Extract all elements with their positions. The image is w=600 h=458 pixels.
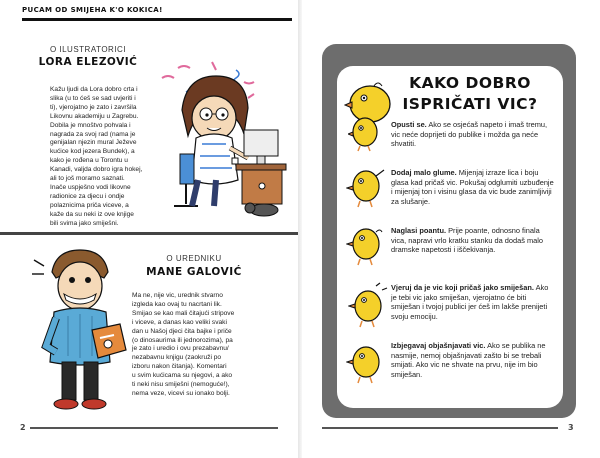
footer-rule-right (322, 427, 558, 429)
illustrator-bio-line: slika (u to ćeš se sad uvjeriti i (50, 94, 136, 102)
editor-bio-line: Smijao se kao mali čitajući stripove (132, 309, 235, 317)
editor-bio-line: nema veze, vicevi su ionako bolji. (132, 389, 230, 397)
tip-3-lead: Naglasi poantu. (391, 226, 447, 235)
tip-2-lead: Dodaj malo glume. (391, 168, 457, 177)
card-title-line1: KAKO DOBRO (409, 74, 531, 92)
tip-1 (391, 120, 556, 149)
illustrator-bio-line: polaznicima priča viceve, a (50, 201, 129, 209)
illustrator-bio-line: ali to još moramo saznati. (50, 175, 125, 183)
chick-icon (348, 112, 382, 152)
editor-bio (132, 292, 256, 399)
running-head: PUCAM OD SMIJEHA K'O KOKICA! (22, 6, 292, 21)
editor-bio-line: Ma ne, nije vic, urednik stvarno (132, 292, 223, 299)
illustrator-name: LORA ELEZOVIĆ (38, 56, 138, 68)
chick-icon (346, 164, 386, 208)
tip-5-text: Ako se publika ne nasmije, nemoj objašnjavati zašto bi se trebali smijati. Ako vic ne shvate na prvu, nije im bio smiješan. (391, 341, 546, 379)
tip-2 (391, 168, 556, 206)
illustrator-bio-line: radionice za djecu i ondje (50, 192, 125, 200)
tip-4-lead: Vjeruj da je vic koji pričaš jako smiješan. (391, 283, 534, 292)
tip-4-text: Ako je tebi vic jako smiješan, vjerojatno će biti smiješan i tvojoj publici jer ćeš im lakše prenijeti svoju emociju. (391, 283, 549, 321)
tip-2-text: Mijenjaj izraze lica i boju glasa kad pričaš vic. Pokušaj odglumiti uzbuđenje i mijenjaj ton i visinu glasa da vic bude zanimljiviji za slušanje. (391, 168, 554, 206)
illustrator-bio-line: Kažu ljudi da Lora dobro crta i (50, 86, 138, 93)
tip-3-text: Prije poante, odnosno finala vica, napravi vrlo kratku stanku da dodaš malo dramske napetosti i iščekivanja. (391, 226, 543, 255)
chick-icon (346, 340, 386, 384)
tip-5 (391, 341, 556, 379)
tip-5-lead: Izbjegavaj objašnjavati vic. (391, 341, 486, 350)
illustrator-bio-line: nagrada za svoj rad (nama je (50, 130, 136, 138)
card-title-line2: ISPRIČATI VIC? (402, 95, 538, 113)
footer-rule (30, 427, 278, 429)
tip-4 (391, 283, 556, 321)
editor-bio-line: dan u Našoj djeci čita bajke i priče (132, 327, 232, 335)
illustrator-bio-line: Inače uspješno vodi likovne (50, 183, 131, 191)
tip-1-lead: Opusti se. (391, 120, 427, 129)
editor-heading: O UREDNIKU (166, 254, 222, 263)
page-number-left: 2 (20, 423, 26, 432)
editor-name: MANE GALOVIĆ (146, 266, 242, 278)
gutter (298, 0, 302, 458)
illustrator-bio-line: Kanadi, valjda dobro igra hokej, (50, 166, 143, 174)
editor-bio-line: izgleda kao ovaj tu nacrtani lik. (132, 300, 222, 308)
illustrator-bio-line: kućice kod jezera Bundek), a (50, 148, 135, 156)
editor-bio-line: izboru nakon čitanja). Komentari (132, 363, 227, 371)
illustrator-bio-line: Likovnu akademiju u Zagrebu. (50, 112, 139, 120)
motion-lines-icon (32, 260, 44, 274)
tip-3 (391, 226, 556, 255)
editor-bio-line: je zato i uredio i ovu prezabavnu/ (132, 345, 229, 353)
tips-card-title (400, 73, 540, 115)
illustrator-bio (50, 86, 160, 229)
illustrator-bio-line: kako je rođena u Torontu u (50, 157, 128, 165)
editor-illustration (28, 244, 132, 416)
illustrator-bio-line: Dobila je mnoštvo pohvala i (50, 121, 131, 129)
illustrator-illustration (152, 58, 290, 220)
illustrator-heading: O ILUSTRATORICI (49, 45, 127, 54)
section-divider (0, 232, 298, 235)
illustrator-bio-line: ti), vjerojatno je zato i završila (50, 103, 137, 111)
illustrator-bio-line: bili svima jako smiješni. (50, 219, 119, 227)
editor-bio-line: (o dinosaurima ili jednorozima), pa (132, 336, 233, 344)
editor-bio-line: nezabavnu knjigu (zaokruži po (132, 354, 222, 362)
chick-icon (346, 222, 386, 266)
chick-icon (348, 282, 388, 328)
tip-1-text: Ako se osjećaš napeto i imaš tremu, vic neće doprijeti do publike i možda ga neće shvatiti. (391, 120, 548, 149)
editor-bio-line: ti neki nisu smiješni (nemoguće!), (132, 381, 230, 389)
editor-bio-line: u svim kućicama su njegovi, a ako (132, 372, 233, 380)
page-number-right: 3 (568, 423, 574, 432)
illustrator-bio-line: kaže da su neki iz ove knjige (50, 210, 134, 218)
editor-bio-line: i viceve, a danas kao veliki svaki (132, 318, 227, 326)
illustrator-bio-line: genijalan njezin mural Ježeve (50, 139, 137, 147)
